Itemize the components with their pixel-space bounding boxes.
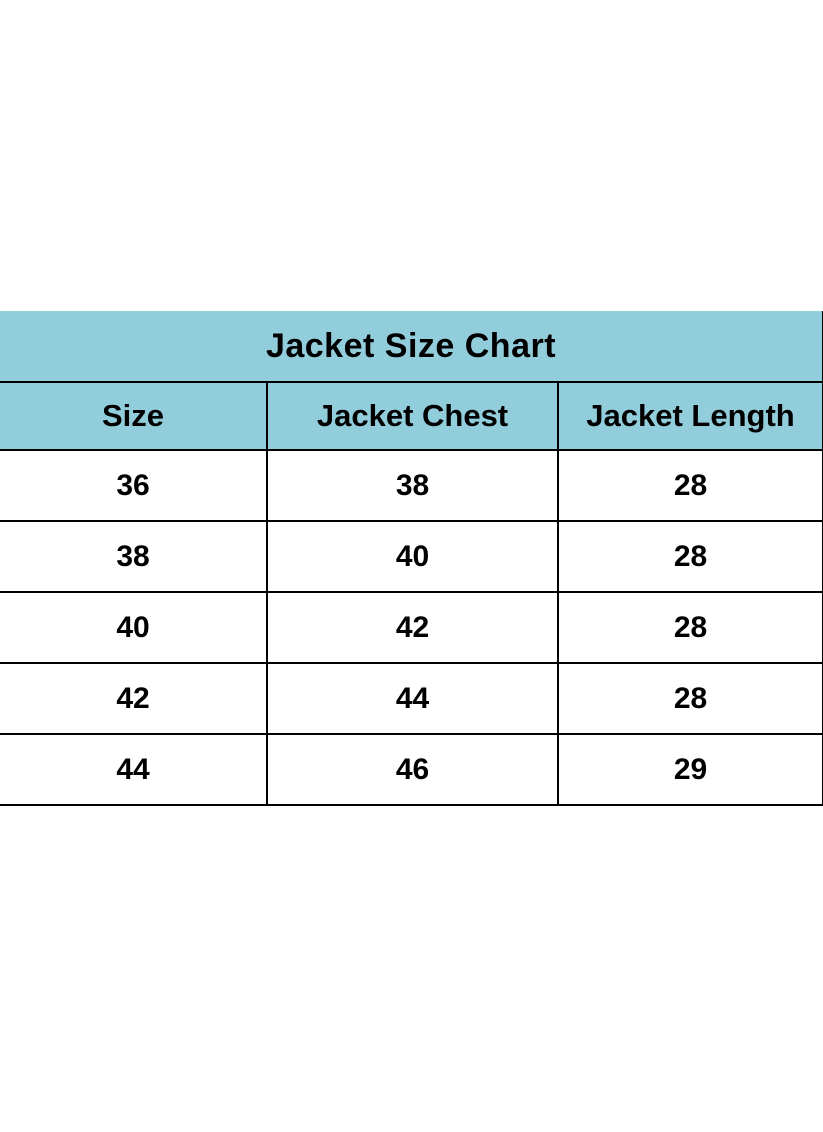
table-cell-chest: 42 [267,592,558,663]
table-cell-length: 28 [558,450,823,521]
table-cell-chest: 38 [267,450,558,521]
table-cell-size: 40 [0,592,267,663]
table-cell-chest: 46 [267,734,558,805]
table-cell-size: 36 [0,450,267,521]
table-cell-length: 28 [558,592,823,663]
column-header-size: Size [0,382,267,450]
table-title-row [0,311,823,382]
table-cell-length: 28 [558,521,823,592]
table-cell-length: 28 [558,663,823,734]
table-row [0,592,823,663]
table-cell-chest: 40 [267,521,558,592]
table-cell-size: 42 [0,663,267,734]
table-row [0,663,823,734]
table-row [0,734,823,805]
jacket-size-chart-table [0,311,823,806]
table-header-row [0,382,823,450]
table-row [0,450,823,521]
table-cell-chest: 44 [267,663,558,734]
table-cell-size: 38 [0,521,267,592]
table-cell-length: 29 [558,734,823,805]
column-header-jacket-length: Jacket Length [558,382,823,450]
column-header-jacket-chest: Jacket Chest [267,382,558,450]
table-row [0,521,823,592]
table-cell-size: 44 [0,734,267,805]
table-title: Jacket Size Chart [0,311,823,382]
